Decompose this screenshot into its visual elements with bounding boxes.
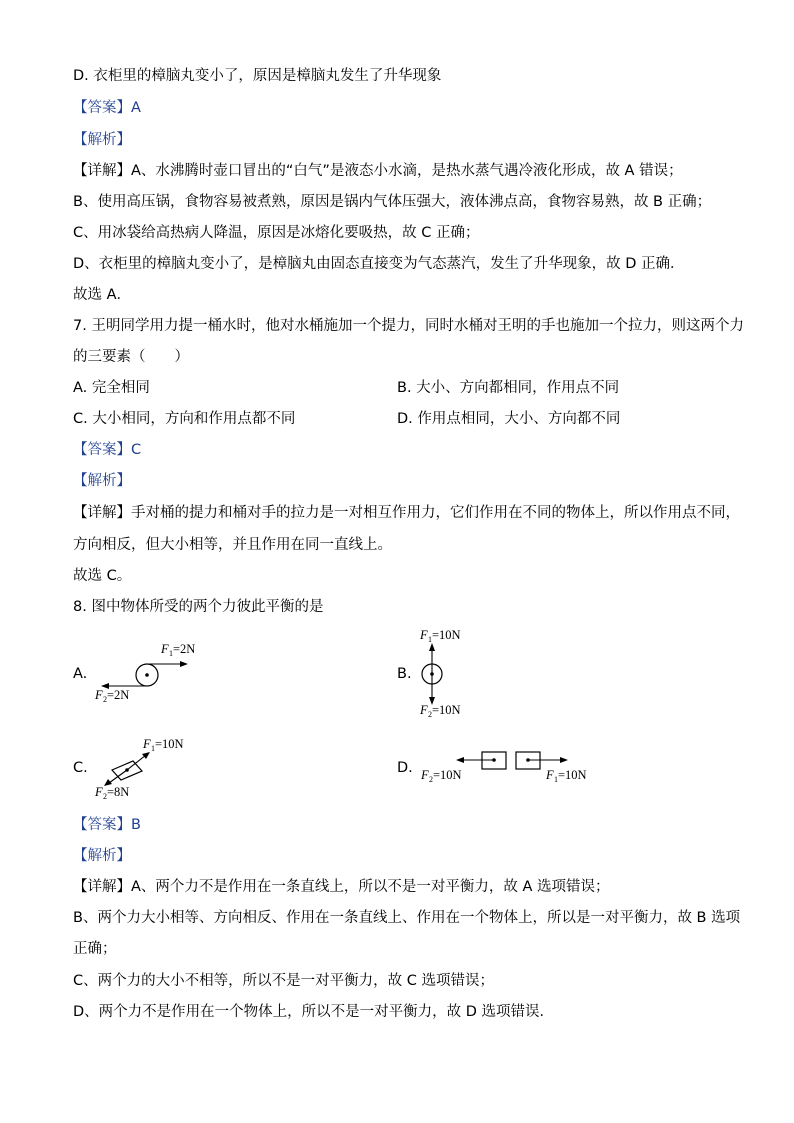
fig-a-f2-symbol: F bbox=[95, 688, 103, 702]
fig-a-center-dot bbox=[145, 673, 149, 677]
fig-a-f1-symbol: F bbox=[161, 642, 169, 656]
fig-d-f2-arrowhead bbox=[456, 757, 464, 763]
fig-d-f2-symbol: F bbox=[421, 768, 429, 782]
conclusion-line: 故选 A． bbox=[73, 287, 132, 303]
question-7-stem: 7. 王明同学用力提一桶水时，他对水桶施加一个提力，同时水桶对王明的手也施加一个拉力，则这两个力 bbox=[73, 318, 744, 334]
fig-d-f2-value: =10N bbox=[433, 768, 462, 782]
fig-d-f1-symbol: F bbox=[546, 768, 554, 782]
fig-a-f2-subscript: 2 bbox=[103, 695, 107, 704]
fig-c-f2-symbol: F bbox=[95, 785, 103, 799]
fig-b-f2-symbol: F bbox=[420, 703, 428, 717]
fig-a-f1-subscript: 1 bbox=[169, 649, 173, 658]
answer-tag: 【答案】B bbox=[73, 817, 141, 833]
figure-d bbox=[415, 742, 605, 788]
question-8-stem: 8. 图中物体所受的两个力彼此平衡的是 bbox=[73, 599, 324, 615]
detail-line: 方向相反，但大小相等，并且作用在同一直线上。 bbox=[73, 537, 392, 553]
conclusion-line: 故选 C。 bbox=[73, 568, 132, 584]
detail-line: 【详解】A、两个力不是作用在一条直线上，所以不是一对平衡力，故 A 选项错误； bbox=[73, 879, 610, 895]
fig-d-f1-subscript: 1 bbox=[554, 775, 558, 784]
fig-b-f1-value: =10N bbox=[432, 628, 461, 642]
fig-c-f1-value: =10N bbox=[155, 737, 184, 751]
fig-c-f1-symbol: F bbox=[143, 737, 151, 751]
detail-line: B、使用高压锅，食物容易被煮熟，原因是锅内气体压强大，液体沸点高，食物容易熟，故 B 正确； bbox=[73, 194, 712, 210]
answer-tag: 【答案】C bbox=[73, 442, 142, 458]
fig-c-f2-value: =8N bbox=[107, 785, 130, 799]
q7-option-c: C. 大小相同，方向和作用点都不同 bbox=[73, 411, 296, 427]
detail-line: 正确； bbox=[73, 941, 117, 957]
detail-line: D、两个力不是作用在一个物体上，所以不是一对平衡力，故 D 选项错误． bbox=[73, 1004, 555, 1020]
fig-d-label: D. bbox=[397, 760, 413, 776]
fig-d-f2-subscript: 2 bbox=[429, 775, 433, 784]
fig-b-f1-arrowhead bbox=[429, 643, 435, 651]
analysis-tag: 【解析】 bbox=[73, 473, 131, 489]
detail-line: C、两个力的大小不相等，所以不是一对平衡力，故 C 选项错误； bbox=[73, 973, 494, 989]
fig-b-label: B. bbox=[397, 666, 412, 682]
fig-c-f1-subscript: 1 bbox=[151, 744, 155, 753]
fig-b-f2-subscript: 2 bbox=[428, 710, 432, 719]
fig-a-f1-value: =2N bbox=[173, 642, 196, 656]
question-7-stem: 的三要素（ ） bbox=[73, 349, 189, 365]
figure-b bbox=[415, 626, 485, 722]
analysis-tag: 【解析】 bbox=[73, 848, 131, 864]
detail-line: C、用冰袋给高热病人降温，原因是冰熔化要吸热，故 C 正确； bbox=[73, 225, 480, 241]
detail-line: D、衣柜里的樟脑丸变小了，是樟脑丸由固态直接变为气态蒸汽，发生了升华现象，故 D 正确． bbox=[73, 256, 685, 272]
detail-line: B、两个力大小相等、方向相反、作用在一条直线上、作用在一个物体上，所以是一对平衡力，故 B 选项 bbox=[73, 910, 741, 926]
fig-c-f2-subscript: 2 bbox=[103, 792, 107, 801]
figure-c bbox=[90, 732, 200, 802]
q7-option-b: B. 大小、方向都相同，作用点不同 bbox=[397, 380, 620, 396]
fig-c-label: C. bbox=[73, 760, 88, 776]
fig-b-f1-symbol: F bbox=[420, 628, 428, 642]
fig-d-f1-value: =10N bbox=[558, 768, 587, 782]
fig-c-f2-arrow bbox=[109, 770, 127, 783]
fig-b-f1-subscript: 1 bbox=[428, 635, 432, 644]
analysis-tag: 【解析】 bbox=[73, 132, 131, 148]
fig-a-f1-arrowhead bbox=[180, 661, 188, 667]
fig-b-f2-value: =10N bbox=[432, 703, 461, 717]
fig-a-label: A. bbox=[73, 666, 88, 682]
detail-line: 【详解】手对桶的提力和桶对手的拉力是一对相互作用力，它们作用在不同的物体上，所以作用点不同， bbox=[73, 505, 740, 521]
answer-tag: 【答案】A bbox=[73, 100, 141, 116]
option-d-text: D. 衣柜里的樟脑丸变小了，原因是樟脑丸发生了升华现象 bbox=[73, 68, 442, 84]
figure-a bbox=[88, 636, 198, 706]
fig-c-f1-arrowhead bbox=[142, 752, 150, 759]
q7-option-a: A. 完全相同 bbox=[73, 380, 150, 396]
q7-option-d: D. 作用点相同，大小、方向都不同 bbox=[397, 411, 621, 427]
fig-d-f1-arrowhead bbox=[560, 757, 568, 763]
detail-line: 【详解】A、水沸腾时壶口冒出的“白气”是液态小水滴，是热水蒸气遇冷液化形成，故 A 错误； bbox=[73, 163, 683, 179]
fig-a-f2-value: =2N bbox=[107, 688, 130, 702]
